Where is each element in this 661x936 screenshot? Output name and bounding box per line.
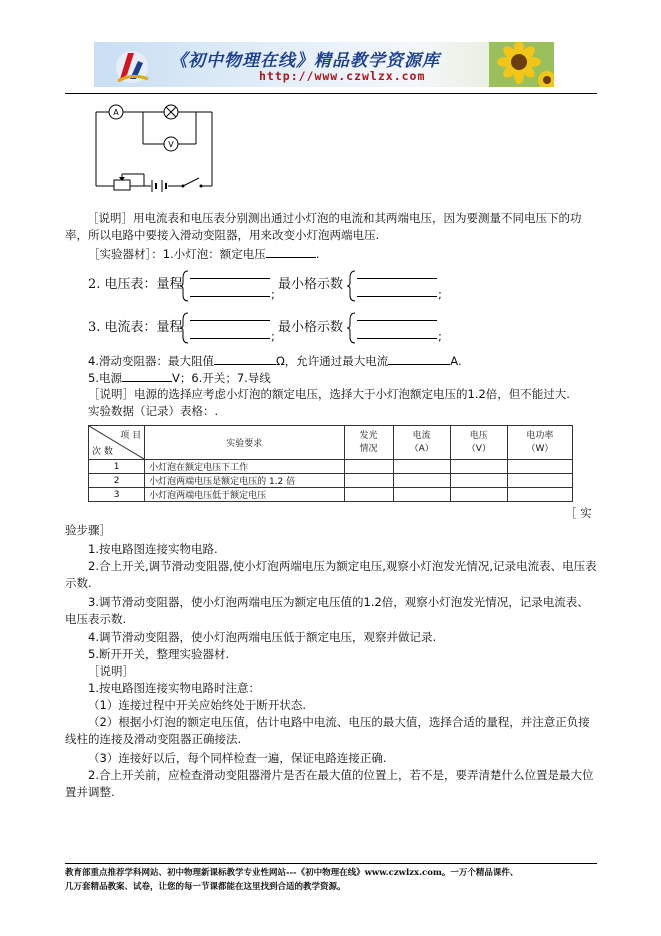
cell-voltage[interactable] <box>450 474 507 488</box>
step-2: 2.合上开关,调节滑动变阻器,使小灯泡两端电压为额定电压,观察小灯泡发光情况,记录电流表、电压表示数. <box>65 559 597 590</box>
header-power-2: （W） <box>526 443 554 454</box>
semicolon: ; <box>271 329 275 343</box>
brace-icon <box>180 270 190 302</box>
max-current-blank <box>388 352 450 365</box>
power-voltage-blank <box>122 369 172 382</box>
header-current <box>393 426 450 460</box>
header-light-2: 情况 <box>359 443 378 454</box>
amp-range-blank-2 <box>190 338 270 339</box>
note-3-item-2: 2.合上开关前，应检查滑动变阻器滑片是否在最大值的位置上，若不是，要弄清楚什么位置是最大位置并调整. <box>65 768 594 799</box>
amp-scale-blank-2 <box>357 338 437 339</box>
table-row <box>89 460 573 474</box>
experiment-table <box>88 425 573 502</box>
volt-scale-blank-2 <box>357 296 437 297</box>
header-banner <box>94 42 554 87</box>
header-current-1: 电流 <box>412 430 431 441</box>
rheostat-unit: A. <box>450 354 462 368</box>
header-power-1: 电功率 <box>526 430 554 441</box>
cell-power[interactable] <box>507 488 572 502</box>
table-row <box>89 474 573 488</box>
steps-heading-right: ［ 实 <box>565 506 592 520</box>
semicolon: ; <box>438 329 442 343</box>
brace-icon <box>347 270 357 302</box>
table-row <box>89 488 573 502</box>
row-number: 2 <box>89 474 145 488</box>
corner-top-label: 项 目 <box>120 431 142 441</box>
header-voltage-2: （V） <box>466 443 491 454</box>
power-label: 5.电源 <box>88 371 122 385</box>
brace-icon <box>347 312 357 344</box>
corner-bottom-label: 次 数 <box>92 447 113 457</box>
voltmeter-row-label: 2. 电压表：量程 <box>88 277 183 292</box>
materials-period: . <box>315 247 320 261</box>
cell-power[interactable] <box>507 474 572 488</box>
max-resistance-blank <box>214 352 276 365</box>
footer-line-1: 教育部重点推荐学科网站、初中物理新课标教学专业性网站---《初中物理在线》www.czwlzx.com。一万个精品课件、 <box>65 868 519 878</box>
header-voltage <box>450 426 507 460</box>
step-5: 5.断开开关，整理实验器材. <box>88 647 230 661</box>
cell-current[interactable] <box>393 474 450 488</box>
semicolon: ; <box>438 287 442 301</box>
header-light <box>344 426 393 460</box>
note-3-heading: ［说明］ <box>88 664 134 678</box>
header-voltage-1: 电压 <box>469 430 488 441</box>
note-3-item-1a: （1）连接过程中开关应始终处于断开状态. <box>88 698 306 712</box>
ammeter-row-label: 3. 电流表：量程 <box>88 320 183 335</box>
note-3-item-1: 1.按电路图连接实物电路时注意： <box>88 681 260 695</box>
header-power <box>507 426 572 460</box>
circuit-diagram <box>88 100 223 195</box>
note-1: ［说明］用电流表和电压表分别测出通过小灯泡的电流和其两端电压，因为要测量不同电压下的功率，所以电路中要接入滑动变阻器，用来改变小灯泡两端电压. <box>65 211 582 242</box>
materials-line-1 <box>88 245 319 262</box>
footer-line-2: 几万套精品教案、试卷，让您的每一节课都能在这里找到合适的教学资源。 <box>65 882 346 892</box>
lamp-symbol <box>164 105 178 119</box>
cell-voltage[interactable] <box>450 488 507 502</box>
brace-icon <box>180 312 190 344</box>
row-number: 3 <box>89 488 145 502</box>
step-1: 1.按电路图连接实物电路. <box>88 542 218 556</box>
volt-range-blank-1 <box>190 278 270 279</box>
step-4: 4.调节滑动变阻器，使小灯泡两端电压低于额定电压，观察并做记录. <box>88 630 437 644</box>
rheostat-current-label: Ω，允许通过最大电流 <box>275 354 389 368</box>
power-line <box>88 369 271 386</box>
data-record-label: 实验数据（记录）表格：. <box>88 404 219 418</box>
header-light-1: 发光 <box>359 430 378 441</box>
volt-scale-blank-1 <box>357 278 437 279</box>
header-current-2: （A） <box>409 443 434 454</box>
note-3-item-1b: （2）根据小灯泡的额定电压值，估计电路中电流、电压的最大值，选择合适的量程，并注意正负接线柱的连接及滑动变阻器正确接法. <box>65 715 590 746</box>
volt-range-blank-2 <box>190 296 270 297</box>
cell-voltage[interactable] <box>450 460 507 474</box>
step-3: 3.调节滑动变阻器，使小灯泡两端电压为额定电压值的1.2倍，观察小灯泡发光情况，记录电流表、电压表示数. <box>65 595 589 626</box>
footer-divider <box>65 863 597 864</box>
ammeter-min-scale-label: 最小格示数 <box>278 320 344 335</box>
row-requirement: 小灯泡在额定电压下工作 <box>145 460 344 474</box>
ammeter-letter: A <box>113 108 119 117</box>
voltmeter-symbol <box>164 137 178 151</box>
cell-light[interactable] <box>344 474 393 488</box>
note-2: ［说明］电源的选择应考虑小灯泡的额定电压，选择大于小灯泡额定电压的1.2倍，但不能过大. <box>88 387 570 401</box>
power-rest: V；6.开关；7.导线 <box>171 371 271 385</box>
site-logo-icon <box>112 45 152 85</box>
cell-power[interactable] <box>507 460 572 474</box>
banner-url[interactable]: http://www.czwlzx.com <box>259 69 426 83</box>
note-3-item-1c: （3）连接好以后，每个同样检查一遍，保证电路连接正确. <box>88 751 387 765</box>
ammeter-symbol <box>109 105 123 119</box>
row-number: 1 <box>89 460 145 474</box>
semicolon: ; <box>271 287 275 301</box>
rheostat-line <box>88 352 462 369</box>
rheostat-label: 4.滑动变阻器：最大阻值 <box>88 354 214 368</box>
cell-light[interactable] <box>344 460 393 474</box>
cell-light[interactable] <box>344 488 393 502</box>
cell-current[interactable] <box>393 488 450 502</box>
header-requirement: 实验要求 <box>145 426 344 460</box>
sunflower-icon <box>489 42 554 87</box>
row-requirement: 小灯泡两端电压是额定电压的 1.2 倍 <box>145 474 344 488</box>
table-corner-cell <box>89 426 145 460</box>
rated-voltage-blank <box>266 245 316 258</box>
banner-title: 《初中物理在线》精品教学资源库 <box>170 51 440 71</box>
amp-range-blank-1 <box>190 320 270 321</box>
amp-scale-blank-1 <box>357 320 437 321</box>
voltmeter-letter: V <box>168 140 174 149</box>
header-divider <box>65 93 597 94</box>
steps-heading-left: 验步骤］ <box>65 523 111 537</box>
voltmeter-min-scale-label: 最小格示数 <box>278 277 344 292</box>
materials-label: ［实验器材］：1.小灯泡：额定电压 <box>88 247 266 261</box>
cell-current[interactable] <box>393 460 450 474</box>
row-requirement: 小灯泡两端电压低于额定电压 <box>145 488 344 502</box>
